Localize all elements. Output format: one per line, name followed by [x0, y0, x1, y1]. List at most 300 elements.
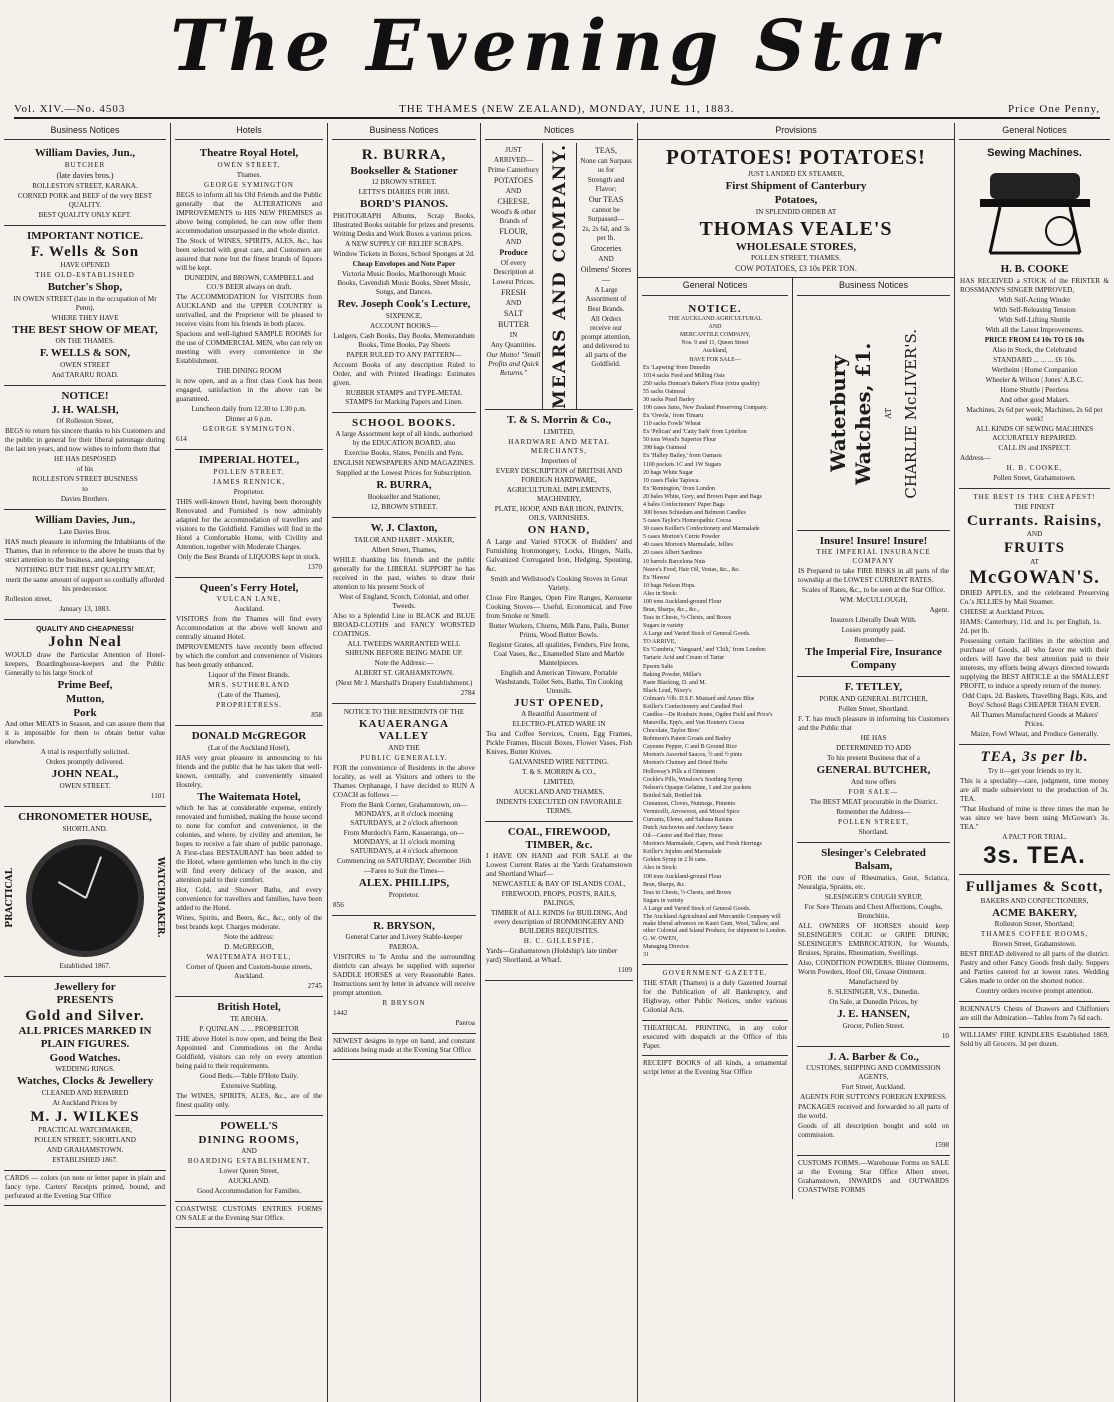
ad-line: Currants. Raisins,: [966, 512, 1103, 529]
ad-line: 1100 pockets 1C and 1W Sugars: [643, 461, 722, 468]
ad-line: Also in Stock:: [643, 865, 678, 872]
ad-line: ON HAND,: [527, 523, 591, 536]
ad-line: PRICE FROM £4 10s TO £6 10s: [984, 335, 1085, 344]
ad-line: Ex 'Oreola,' from Timaru: [643, 413, 704, 420]
ad-line: GEORGE SYMINGTON.: [202, 424, 296, 433]
ad-line: CORNED PORK and BEEF of the very BEST QUALITY.: [17, 191, 153, 209]
ad-title: Fulljames & Scott,: [965, 879, 1104, 896]
ad-line: To his present Business that of a: [827, 754, 920, 763]
ad-line: 2745: [307, 982, 322, 991]
ad-line: T. & S. MORRIN & CO.,: [522, 768, 596, 777]
ad-line: Our TEAS: [588, 195, 624, 205]
ad-line: 398 bags Oatmeal: [643, 445, 687, 452]
ad-line: A Beautiful Assortment of: [521, 710, 597, 719]
ad-title: McGOWAN'S.: [969, 566, 1100, 588]
ad-line: AGRICULTURAL IMPLEMENTS, MACHINERY,: [506, 485, 612, 503]
ad-line: Of every Description at: [493, 259, 534, 277]
ad-line: (Next Mr J. Marshall's Drapery Establishment.): [335, 678, 473, 687]
ad-title: Queen's Ferry Hotel,: [199, 581, 299, 594]
ad-line: 20 bags White Sugar: [643, 469, 694, 476]
ad-line: of his: [76, 465, 94, 474]
ad-line: HAS much pleasure in informing the Inhabitants of the Thames, that in reference to the above he trusts that by strict attention to the business, and keeping: [5, 537, 165, 564]
ad-title: Slesinger's Celebrated: [821, 846, 926, 859]
ad-line: Baking Powder, Millar's: [643, 671, 702, 678]
mears-company-banner: MEARS AND COMPANY.: [549, 143, 570, 410]
ad-line: 100 tons Auckland-ground Flour: [643, 873, 722, 880]
ad-line: 856: [333, 900, 344, 909]
ad-line: The ACCOMMODATION for VISITORS from AUCKLAND and the UPPER COUNTRY is unrivalled, and the Proprietor will be pleased to receive visits from his friends in both places.: [176, 292, 322, 328]
column-heading: Notices: [485, 123, 633, 140]
ad-line: Dutch Anchovies and Anchovy Sauce: [643, 825, 734, 832]
ad-line: PROPRIETRESS.: [216, 701, 282, 710]
ad-title: Theatre Royal Hotel,: [199, 147, 299, 160]
ad-line: Morton's Marmalade, Capers, and Fresh Herrings: [643, 841, 762, 848]
ad-line: Ex 'Pelican' and 'Catty Sark' from Lyttelton: [643, 429, 747, 436]
ad-title: R. BURRA,: [361, 147, 447, 164]
ad-line: TO ARRIVE,: [643, 639, 676, 646]
ad-line: 40 cases Morton's Marmalade, Jellies: [643, 542, 733, 549]
ad-line: Bookseller and Stationer,: [367, 492, 441, 501]
ad-line: is now open, and as a first class Cook has been engaged, satisfaction in the above can be guaranteed.: [176, 376, 322, 403]
ad-line: Note the Address:—: [374, 658, 434, 667]
ad-line: THIS well-known Hotel, having been thoroughly Renovated and Furnished is now admirably adapted for the accommodation of travellers and visitors to the Goldfield. Families will find in the Hotel a Comfortable Home, with Civility and Attention, together with Moderate Charges.: [176, 497, 322, 551]
ad-line: Wheeler & Wilson | Jones' A.B.C.: [985, 375, 1084, 384]
ad-line: (Late of the Thames),: [217, 691, 281, 700]
ad-line: THE STAR (Thames) is a duly Gazetted Journal for the Publication of all Bankruptcy, and Highway, other Public Notices, under various Colonial Acts.: [643, 979, 787, 1015]
ad-line: TE AROHA.: [230, 1015, 268, 1024]
ad-line: TIMBER of ALL KINDS for BUILDING, And every description of IRONMONGERY AND BUILDERS REQUISITES.: [490, 909, 628, 936]
ad-line: FRUITS: [1003, 540, 1065, 557]
ad-line: CHEESE at Auckland Prices.: [960, 608, 1045, 617]
ad-line: General Carter and Livery Stable-keeper: [345, 933, 463, 942]
column-heading: Hotels: [175, 123, 323, 140]
ad-line: Wertheim | Home Companion: [991, 365, 1078, 374]
ad-line: Established 1867.: [59, 961, 111, 970]
ad-line: Nos. 9 and 11, Queen Street: [681, 340, 749, 347]
ad-title: J. A. Barber & Co.,: [828, 1050, 919, 1063]
ad-line: Black Lead, Nixey's: [643, 687, 692, 694]
ad-line: HAS very great pleasure in announcing to his friends and the public that he has taken that well-known, centrally, and conveniently situated Hostelry,: [176, 753, 322, 789]
ad-line: VULCAN LANE,: [216, 595, 282, 604]
ad-line: S. SLESINGER, V.S., Dunedin.: [827, 988, 920, 996]
ad-title: QUALITY AND CHEAPNESS!: [36, 623, 134, 633]
ad-title: R. BRYSON,: [373, 919, 435, 932]
ad-line: WHILE thanking his friends and the public generally for the LIBERAL SUPPORT he has received in the past, wishes to draw their attention to his present Stock of: [333, 555, 475, 591]
volume-number: Vol. XIV.—No. 4503: [14, 103, 126, 115]
ad-line: ACME BAKERY,: [992, 906, 1077, 919]
ad-line: AT: [884, 408, 894, 419]
ad-line: Lower Queen Street,: [219, 1167, 279, 1176]
ad-line: PLATE, HOOP, AND BAR IRON, PAINTS, OILS, VARNISHES.: [494, 504, 624, 522]
ad-bryson-livery: [332, 916, 476, 1035]
ad-line: IN OWEN STREET (late in the occupation of Mr Penn),: [13, 294, 157, 312]
ad-line: CALL IN and INSPECT.: [998, 443, 1071, 452]
ad-line: FRESH: [501, 288, 526, 298]
ad-line: THE IMPERIAL INSURANCE COMPANY: [816, 548, 931, 566]
ad-line: Morton's Chutney and Dried Herbs: [643, 760, 728, 767]
ad-line: Auckland.: [234, 605, 264, 614]
ad-line: MRS. SUTHERLAND: [208, 681, 290, 690]
ad-line: ALEX. PHILLIPS,: [358, 876, 450, 889]
ad-line: Prime Beef,: [57, 679, 113, 692]
ad-line: Maravilla, Epp's, and Van Houten's Cocoa: [643, 720, 745, 727]
ad-line: ALL PRICES MARKED IN PLAIN FIGURES.: [18, 1025, 152, 1050]
ad-line: 858: [311, 711, 322, 720]
ad-line: Our Motto! "Small Profits and Quick Returns.": [486, 351, 541, 378]
ad-line: AGENTS FOR SUTTON'S FOREIGN EXPRESS.: [800, 1093, 947, 1102]
ad-line: Watches, Clocks & Jewellery: [16, 1075, 154, 1088]
ad-line: PHOTOGRAPH Albums, Scrap Books, Illustrated Books suitable for prizes and presents. Writing Desks and Work Boxes a various prices.: [333, 212, 475, 239]
ad-line: Mutton,: [65, 693, 105, 706]
ad-walsh-notice: [4, 386, 166, 510]
ad-line: WOULD draw the Particular Attention of Hotel-keepers, Boardinghouse-keepers and the Public Generally to his large Stock of: [5, 651, 165, 678]
ad-line: Rev. Joseph Cook's Lecture,: [337, 298, 471, 311]
ad-line: And other good Makers.: [999, 395, 1070, 404]
ad-chronometer-house: [4, 807, 166, 977]
ad-line: Sugars in variety: [643, 623, 684, 630]
ad-williams-kindlers: WILLIAMS' FIRE KINDLERS Established 1869. Sold by all Grocers. 3d per dozen.: [960, 1031, 1109, 1049]
ad-title: William Davies, Jun.,: [34, 147, 136, 160]
ad-davies-butcher: [4, 143, 166, 226]
ad-line: Also in Stock, the Celebrated: [992, 345, 1077, 354]
ad-line: AND: [598, 255, 614, 264]
ad-line: Late Davies Bros.: [59, 527, 111, 536]
ad-line: 10 barrels Barcelona Nuts: [643, 558, 706, 565]
ad-theatrical-printing: THEATRICAL PRINTING, in any color executed with despatch at the Office of this Paper.: [642, 1021, 788, 1056]
ad-line: West of England, Scotch, Colonial, and other Tweeds.: [339, 592, 469, 610]
ad-line: PUBLIC GENERALLY.: [360, 753, 448, 762]
ad-line: 5 cases Taylor's Homeopathic Cocoa: [643, 518, 732, 525]
ad-line: DUNEDIN, and BROWN, CAMPBELL and CO.'S BEER always on draft.: [184, 273, 314, 291]
ad-line: From Murdoch's Farm, Kauaeranga, on— MONDAYS, at 11 o'clock morning SATURDAYS, at 4 o'clock afternoon: [343, 828, 465, 855]
ad-line: Odd Cups, 2d. Baskets, Travelling Bags, Kits, and Boys' School Bags CHEAPER THAN EVER.: [962, 692, 1107, 710]
ad-line: AND: [1026, 530, 1043, 539]
ad-line: 1101: [150, 791, 165, 800]
ad-line: Oilmens' Stores—: [580, 265, 632, 285]
ad-title: Insure! Insure! Insure!: [819, 534, 928, 547]
ad-theatre-royal-hotel: [175, 143, 323, 450]
ad-line: "That Husband of mine is three times the man he was since we have been using McGowan's 3s. TEA.": [960, 804, 1109, 831]
ad-title: NOTICE.: [688, 302, 742, 315]
ad-line: A NEW SUPPLY OF RELIEF SCRAPS.: [345, 240, 463, 249]
ad-line: ROLLESTON STREET, KARAKA.: [32, 181, 138, 190]
ad-line: Holloway's Pills a d Ointment: [643, 768, 716, 775]
ad-kauaeranga-coach: [332, 704, 476, 916]
ad-line: WHERE THEY HAVE: [51, 313, 119, 322]
ad-line: J. H. WALSH,: [51, 403, 119, 416]
ad-slesinger-balsam: [797, 843, 950, 1047]
ad-line: J. E. HANSEN,: [837, 1008, 910, 1020]
ad-line: F. WELLS & SON,: [39, 347, 131, 360]
ad-line: JAMES RENNICK,: [212, 477, 286, 486]
ad-line: to: [82, 485, 88, 494]
provisions-split: [638, 278, 954, 1199]
ad-line: JUST: [505, 146, 522, 155]
ad-line: PAPER RULED TO ANY PATTERN—: [346, 350, 462, 359]
ad-line: —Fares to Suit the Times—: [363, 866, 445, 875]
ad-roennau: ROENNAU'S Chests of Drawers and Chiffoniers are still the Admiration—Tables from 7s 6d each.: [959, 1002, 1110, 1028]
ad-line: At Auckland Prices by: [52, 1098, 118, 1107]
ad-line: AND THE: [388, 743, 420, 752]
ad-line: Cockle's Pills, Winslow's Soothing Syrup: [643, 776, 743, 783]
ad-line: RUBBER STAMPS and TYPE-METAL STAMPS for Marking Papers and Linen.: [345, 388, 463, 406]
ad-line: Jewellery for: [54, 980, 116, 993]
ad-line: A Large and Varied Stock of General Goods.: [643, 905, 751, 912]
ad-line: 4 bales Confectioners' Paper Bags: [643, 501, 725, 508]
ad-line: R BRYSON: [382, 999, 426, 1008]
ad-gillespie-coal: [485, 822, 633, 981]
ad-line: Tartaric Acid and Cream of Tartar: [643, 655, 725, 662]
ad-line: Manufactured by: [848, 978, 899, 986]
column-heading: Business Notices: [4, 123, 166, 140]
ad-line: Register Grates, all qualities, Fenders, Fire Irons, Coal Vases, &c., Enamelled Slate and Marble Mantelpieces.: [488, 640, 630, 667]
ad-title: F. TETLEY,: [844, 681, 903, 694]
ad-line: Strength and Flavor;: [587, 176, 625, 194]
ad-line: Luncheon daily from 12.30 to 1.30 p.m.: [191, 404, 307, 413]
ad-line: And TARARU ROAD.: [51, 370, 119, 379]
ad-line: Possessing certain facilities in the selection and purchase of Goods, all who favor me with their orders will have the best attention paid to their interests, my efforts being always directed towards supplying the BEST ARTICLE at the SMALLEST PROFIT, to induce a speedy return of the money.: [960, 637, 1109, 691]
ad-line: CHARLIE McLIVER'S.: [902, 328, 921, 499]
ad-line: Ex 'Hawea': [643, 574, 670, 581]
ad-line: AND: [505, 187, 522, 196]
ad-line: Victoria Music Books, Marlborough Music Books, Cavendish Music Books, Sheet Music, Songs, and Dances.: [337, 270, 471, 297]
ad-line: THE BEST IS THE CHEAPEST!: [973, 492, 1096, 501]
ad-line: Extensive Stabling.: [221, 1082, 277, 1091]
ad-line: 250 sacks Duncan's Baker's Flour (extra quality): [643, 380, 760, 387]
ad-line: Pollen Street, Shortland.: [838, 705, 909, 714]
ad-line: 300 boxes Schiedam and Belmont Candles: [643, 510, 746, 517]
ad-line: Good Accommodation for Families.: [197, 1187, 301, 1196]
ad-line: Potatoes,: [774, 193, 818, 206]
ad-line: HAS RECEIVED a STOCK of the FRISTER & ROSSMANN'S SINGER IMPROVED,: [960, 276, 1109, 294]
ad-title: SCHOOL BOOKS.: [351, 416, 457, 429]
ad-line: Of Rolleston Street,: [56, 417, 114, 426]
ad-title: NOTICE!: [61, 389, 109, 402]
ad-line: Lowest Prices.: [492, 278, 535, 287]
ad-line: SIXPENCE,: [385, 311, 423, 320]
ad-line: John Neal: [48, 633, 122, 650]
ad-line: AT: [1030, 557, 1039, 566]
ad-line: 1442: [333, 1009, 348, 1018]
ad-line: ALL OWNERS OF HORSES should keep SLESINGER'S COLIC or GRIPE DRINK; SLESINGER'S EMBROCATION, for Wounds, Bruises, Sprains, Rheumatism, Swellings.: [798, 922, 949, 957]
ad-line: Albert Street, Thames,: [371, 545, 437, 554]
ad-line: H. B. COOKE,: [1006, 463, 1063, 472]
ad-line: 20 bales White, Grey, and Brown Paper and Bags: [643, 493, 762, 500]
ad-line: BEST BREAD delivered to all parts of the district. Pastry and other Fancy Goods fresh daily. Suppers and Parties catered for at lowest rates. Wedding Cakes made to order on the shortest notice.: [960, 950, 1109, 986]
ad-line: AUCKLAND.: [227, 1177, 271, 1186]
ad-waterbury-watches: [797, 299, 950, 531]
ad-line: POLLEN STREET.: [213, 467, 285, 476]
ad-line: English and American Tinware, Portable Washstands, Toilet Sets, Baths, Tin Cooking Utensils.: [495, 668, 623, 695]
ad-line: VISITORS from the Thames will find every Accommodation at the above well known and centrally situated Hotel.: [176, 615, 322, 642]
column-heading: General Notices: [959, 123, 1110, 140]
ad-line: IS Prepared to take FIRE RISKS in all parts of the township at the LOWEST CURRENT RATES.: [798, 567, 949, 585]
ad-line: POLLEN STREET,: [838, 817, 909, 826]
ad-line: Address—: [960, 453, 991, 462]
ad-line: 31: [643, 952, 649, 959]
ad-line: Managing Director.: [643, 944, 690, 951]
ad-warehouse-forms: CUSTOMS FORMS.—Warehouse Forms on SALE at the Evening Star Office Albert street, Grahamstown, INWARDS and OUTWARDS COASTWISE FORMS: [798, 1159, 949, 1195]
ad-line: 110 sacks Fowls' Wheat: [643, 421, 701, 428]
ad-line: Best Brands.: [587, 305, 625, 314]
ad-line: AND: [505, 299, 522, 308]
ad-line: Currants, Eleme, and Sultana Raisins: [643, 817, 733, 823]
ad-line: BORD'S PIANOS.: [359, 198, 449, 211]
ad-line: ESTABLISHED 1867.: [52, 1156, 118, 1165]
ad-line: TAILOR AND HABIT - MAKER,: [353, 535, 455, 544]
ad-line: Vermicelli, Arrowroot, and Mixed Spice: [643, 808, 740, 815]
ad-line: FOR the convenience of Residents in the above locality, as well as Visitors and others to the Thames Orphanage, I have decided to RUN A COACH as follows —: [333, 763, 475, 799]
ad-line: Rolleston Street, Shortland;: [994, 920, 1075, 929]
price: Price One Penny,: [1008, 103, 1100, 115]
column-5: [637, 123, 954, 1402]
page-body: [0, 123, 1114, 1402]
ad-line: which he has at considerable expense, entirely renovated and furnished, making the house second to none for comfort and convenience, in the colonies, and where, by civility and attention, he hopes to receive a fair share of public patronage. A First-class RESTAURANT has been added to the Hotel, where gentlemen who lunch in the city will find every delicacy of the season, and attention paid to their comfort.: [176, 804, 322, 885]
ad-line: Exercise Books, Slates, Pencils and Pens.: [344, 449, 464, 458]
ad-line: Liquor of the Finest Brands.: [208, 671, 290, 680]
ad-line: THAMES COFFEE ROOMS,: [980, 930, 1089, 939]
ad-line: Remember—: [854, 636, 893, 645]
ad-line: HE HAS: [860, 734, 887, 743]
ad-title: IMPERIAL HOTEL,: [198, 453, 300, 466]
ad-line: Davies Brothers.: [60, 495, 110, 504]
ad-line: HE HAS DISPOSED: [54, 455, 116, 464]
ad-title: TEA, 3s per lb.: [980, 749, 1089, 766]
ad-line: With Self-Acting Winder: [998, 295, 1071, 304]
ad-line: PAEROA.: [389, 943, 419, 952]
ad-line: TEAS,: [595, 146, 617, 156]
ad-line: Maize, Fowl Wheat, and Produce Generally.: [970, 730, 1099, 739]
ad-line: The BEST MEAT procurable in the District.: [809, 797, 938, 806]
ad-line: 10: [941, 1031, 949, 1040]
ad-line: MERCANTILE COMPANY,: [679, 332, 751, 339]
ad-line: Wood's & other Brands of: [490, 208, 537, 226]
ad-john-neal: [4, 620, 166, 807]
subcolumn-heading: Business Notices: [797, 278, 950, 295]
ad-title: William Davies, Jun.,: [34, 514, 136, 527]
ad-line: HAMS: Canterbury, 11d. and 1s. per English, 1s. 2d. per lb.: [960, 618, 1102, 636]
ad-line: Good Beds.—Table D'Hote Daily.: [199, 1072, 299, 1081]
ad-line: Paeroa: [455, 1019, 475, 1028]
ad-line: Keiller's Confectionery and Candied Peel: [643, 703, 743, 710]
ad-line: M. J. WILKES: [30, 1108, 140, 1125]
ad-line: PORK AND GENERAL BUTCHER,: [819, 695, 928, 704]
ad-line: With all the Latest Improvements.: [985, 325, 1084, 334]
ad-line: A Large and Varied STOCK of Builders' and Furnishing Ironmongery, Locks, Hinges, Nails, Galvanized Corrugated Iron, Hedging, Spouting, &c.: [486, 537, 632, 573]
ad-title: British Hotel,: [217, 1001, 281, 1014]
ad-auckland-agricultural: [642, 299, 788, 966]
ad-line: Spacious and well-lighted SAMPLE ROOMS for the use of COMMERCIAL MEN, who can rely on meeting with every convenience in the Establishment.: [176, 329, 322, 365]
ad-line: Ledgers, Cash Books, Day Books, Memorandum Books, Time Books, Pay Sheets: [333, 331, 475, 349]
column-heading: Provisions: [638, 123, 954, 140]
ad-line: ARRIVED—: [493, 156, 534, 165]
ad-line: Window Tickets in Boxes, School Sponges at 2d.: [333, 250, 475, 259]
ad-line: All Thames Manufactured Goods at Makers' Prices.: [970, 711, 1099, 729]
ad-line: A large Assortment kept of all kinds, authorised by the EDUCATION BOARD, also: [335, 430, 473, 448]
ad-line: NEWCASTLE & BAY OF ISLANDS COAL,: [492, 880, 626, 889]
ad-title: CHRONOMETER HOUSE,: [18, 810, 152, 823]
ad-line: Keiller's Jujubes and Marmalade: [643, 849, 722, 856]
ad-line: ALL KINDS OF SEWING MACHINES ACCURATELY REPAIRED.: [975, 424, 1094, 442]
ad-line: JOHN NEAL,: [51, 768, 119, 781]
ad-line: Nelson's Opaque Gelatine, 1 and 2oz packets: [643, 784, 752, 791]
ad-line: Waterbury Watches, £1.: [826, 342, 876, 485]
ad-line: EVERY DESCRIPTION of BRITISH AND FOREIGN HARDWARE,: [495, 466, 623, 484]
ad-line: IN: [509, 331, 518, 340]
ad-line: Paste Blacking, D. and M.: [643, 679, 707, 686]
ad-line: GEORGE SYMINGTON: [204, 180, 294, 189]
ad-line: A Large Assortment of: [585, 286, 627, 304]
ad-line: NOTHING BUT THE BEST QUALITY MEAT,: [15, 565, 155, 574]
ad-line: OWEN STREET.: [59, 781, 111, 790]
ad-line: SALT: [503, 309, 524, 319]
ad-line: merit the same amount of support so cordially afforded his predecessor.: [5, 575, 165, 593]
ad-title: Sewing Machines.: [987, 147, 1082, 160]
ad-line: Fort Street, Auckland.: [841, 1083, 906, 1092]
ad-line: Thames.: [236, 170, 262, 179]
ad-line: Commencing on SATURDAY, December 16th: [337, 856, 471, 865]
ad-line: (late davies bros.): [56, 170, 114, 180]
ad-line: The Auckland Agricultural and Mercantile Company will make liberal advances on Kauri Gum, Wool, Tallow, and other Colonial and Island Produce, for shipment to London.: [643, 913, 787, 935]
dateline: [14, 103, 1100, 119]
ad-line: ALL TWEEDS WARRANTED WELL SHRUNK BEFORE BEING MADE UP.: [345, 639, 463, 657]
ad-line: ALBERT ST. GRAHAMSTOWN.: [354, 668, 454, 677]
ad-line: Pork: [73, 706, 97, 719]
ad-line: Proprietor.: [388, 890, 420, 899]
ad-line: Neave's Food, Hair Oil, Vestas, &c., &c.: [643, 566, 741, 573]
ad-line: IMPROVEMENTS have recently been effected by which the comfort and convenience of Visitors has been greatly enhanced.: [176, 643, 322, 670]
ad-line: Gold and Silver.: [25, 1007, 145, 1024]
ad-title: W. J. Claxton,: [370, 521, 438, 534]
ad-burra-bookseller: [332, 143, 476, 412]
ad-line: DINING ROOMS,: [198, 1133, 300, 1146]
ad-title: IMPORTANT NOTICE.: [27, 229, 143, 242]
ad-line: Goods of all description bought and sold on commission.: [798, 1122, 949, 1140]
ad-line: Ex 'Lapwing' from Dunedin: [643, 364, 710, 371]
ad-line: Corner of Queen and Custom-house streets, Auckland.: [186, 963, 312, 981]
ad-barber-customs: [797, 1047, 950, 1157]
ad-line: R. BURRA,: [376, 479, 432, 492]
ad-line: Proprietor.: [233, 487, 265, 496]
ad-line: Oil—Castor and Red Hair, Horse: [643, 833, 723, 840]
ad-line: And other MEATS in Season, and can assure them that it is impossible for them to obtain better value elsewhere.: [5, 720, 165, 747]
ad-line: FLOUR,: [499, 227, 528, 237]
ad-school-books: [332, 413, 476, 518]
ad-line: ACCOUNT BOOKS—: [370, 321, 438, 330]
ad-line: INDENTS EXECUTED ON FAVORABLE TERMS.: [495, 798, 623, 816]
ad-line: BEGS to return his sincere thanks to his Customers and the public in general for their liberal patronage during the last ten years, and now wishes to inform them that: [5, 427, 165, 454]
ad-line: Home Shuttle | Peerless: [1000, 385, 1069, 394]
ad-line: Morton's Assorted Sauces, ½ and ½ pints: [643, 752, 742, 759]
ad-line: Try it—get your friends to try it.: [987, 766, 1082, 775]
ad-line: Only the Best Brands of LIQUORS kept in stock.: [177, 552, 321, 561]
ad-line: JUST OPENED,: [513, 696, 605, 709]
ad-line: BEGS to inform all his Old Friends and the Public generally that the ALTERATIONS and IMPROVEMENTS to HIS NEW PREMISES as above being completed, he can now offer them accommodation unsurpassed in the whole district.: [176, 190, 322, 235]
ad-line: 1370: [307, 562, 322, 571]
ad-line: HAVE FOR SALE—: [689, 356, 741, 363]
ad-british-hotel: [175, 997, 323, 1116]
ad-line: ROLLESTON STREET BUSINESS: [32, 475, 138, 484]
ad-title: GOVERNMENT GAZETTE.: [662, 969, 768, 978]
ad-line: Robinson's Patent Groats and Barley: [643, 736, 732, 743]
ad-line: Prime Canterbury: [487, 166, 540, 175]
ad-line: 5 cases Morton's Currie Powder: [643, 534, 720, 541]
ad-line: Supplied at the Lowest Prices for Subscription.: [336, 469, 472, 478]
ad-line: THE BEST SHOW OF MEAT,: [12, 323, 158, 336]
column-4: [480, 123, 637, 1402]
ad-line: Teas in Chests, ½-Chests, and Boxes: [643, 615, 732, 622]
ad-line: JUST LANDED EX STEAMER,: [747, 170, 845, 179]
